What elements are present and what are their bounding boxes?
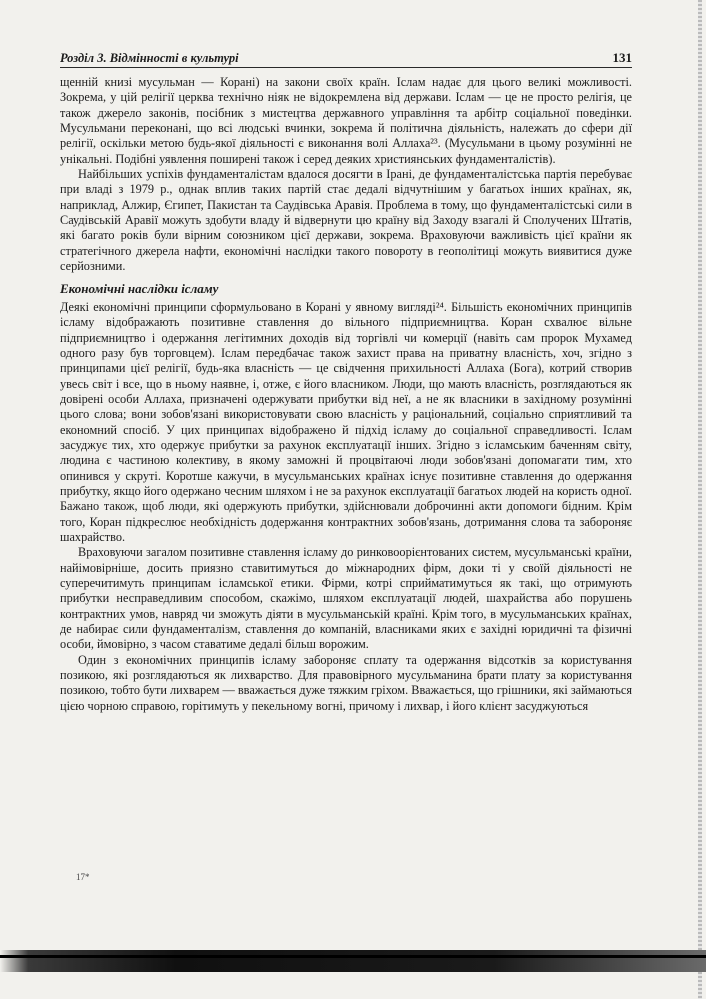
paragraph: щенній книзі мусульман — Корані) на закони своїх країн. Іслам надає для цього великі можливості. Зокрема, у цій релігії церква технічно ніяк не відокремлена від держави. Іслам — це не просто релігія, це також джерело законів, посібник з мистецтва державного управління та арбітр соціальної поведінки. Мусульмани переконані, що всі людські вчинки, зокрема й політична діяльність, належать до сфери дії релігії, оскільки метою будь-якої діяльності є виконання волі Аллаха²³. (Мусульмани в цьому розумінні не унікальні. Подібні уявлення поширені також і серед деяких християнських фундаменталістів). [60,75,632,166]
body-text [60,75,632,714]
paragraph: Враховуючи загалом позитивне ставлення ісламу до ринковоорієнтованих систем, мусульманські країни, найімовірніше, досить приязно ставитимуться до міжнародних фірм, доки ті у своїй діяльності не суперечитимуть принципам ісламської етики. Фірми, котрі сприйматимуться як такі, що отримують прибутки несправедливим способом, скажімо, шляхом експлуатації людей, шахрайства або порушень контрактних умов, навряд чи зможуть діяти в мусульманській країні. Крім того, в мусульманських країнах, де набирає сили фундаменталізм, ставлення до компаній, власниками яких є західні юридичні та фізичні особи, ймовірно, з часом ставатиме дедалі більш ворожим. [60,545,632,652]
paragraph: Один з економічних принципів ісламу забороняє сплату та одержання відсотків за користування позикою, які розглядаються як лихварство. Для правовірного мусульманина брати плату за користування позикою, тобто бути лихварем — вважається дуже тяжким гріхом. Вважається, що грішники, які займаються цією чорною справою, горітимуть у пекельному вогні, причому і лихвар, і його клієнт засуджуються [60,652,632,713]
paragraph: Деякі економічні принципи сформульовано в Корані у явному вигляді²⁴. Більшість економічних принципів ісламу відображають позитивне ставлення до вільного підприємництва. Коран схвалює вільне підприємництво і одержання легітимних доходів від торгівлі чи комерції (навіть сам пророк Мухамед одного разу був торговцем). Іслам передбачає також захист права на приватну власність, хоч, згідно з принципами цієї релігії, будь-яка власність — це свідчення прихильності Аллаха (Бога), котрий створив увесь світ і все, що в ньому наявне, і, отже, є його власником. Люди, що мають власність, розглядаються як довірені особи Аллаха, призначені одержувати прибутки від неї, а не як власники в західному розумінні цього слова; вони зобов'язані використовувати свою власність у раціональний, соціально сприятливий та економний спосіб. У цих принципах відображено й підхід ісламу до соціальної справедливості. Іслам засуджує тих, хто одержує прибутки за рахунок експлуатації інших. Згідно з ісламським баченням світу, людина є частиною колективу, в якому заможні й процвітаючі люди зобов'язані допомагати тим, хто опинився у скруті. Коротше кажучи, в мусульманських країнах існує позитивне ставлення до одержання прибутку, якщо його одержано чесним шляхом і не за рахунок експлуатації багатьох людей на користь одної. Бажано також, щоб люди, які одержують прибутки, здійснювали доброчинні акти допомоги бідним. Крім того, Коран підкреслює необхідність додержання контрактних зобов'язань, дотримання слова та забороняє шахрайство. [60,299,632,544]
header-rule [60,67,632,68]
scan-artifact-bar [0,950,706,972]
section-title: Економічні наслідки ісламу [60,281,219,297]
scan-edge [698,0,702,999]
page-number: 131 [612,50,632,65]
scan-artifact-line [0,955,706,958]
paragraph: Найбільших успіхів фундаменталістам вдалося досягти в Ірані, де фундаменталістська партія перебуває при владі з 1979 р., однак вплив таких партій стає дедалі відчутнішим у багатьох інших країнах, як, наприклад, Алжир, Єгипет, Пакистан та Саудівська Аравія. Проблема в тому, що фундаменталістські сили в Саудівській Аравії можуть здобути владу й відвернути цю країну від Заходу взагалі й Сполучених Штатів, які багато років були вірним союзником цієї держави, зокрема. Враховуючи важливість цієї країни як стратегічного джерела нафти, економічні наслідки такого повороту в геополітиці можуть виявитися дуже серйозними. [60,167,632,274]
running-header [60,50,632,66]
section-label: Розділ 3. Відмінності в культурі [60,51,239,65]
signature-mark: 17* [76,872,90,882]
